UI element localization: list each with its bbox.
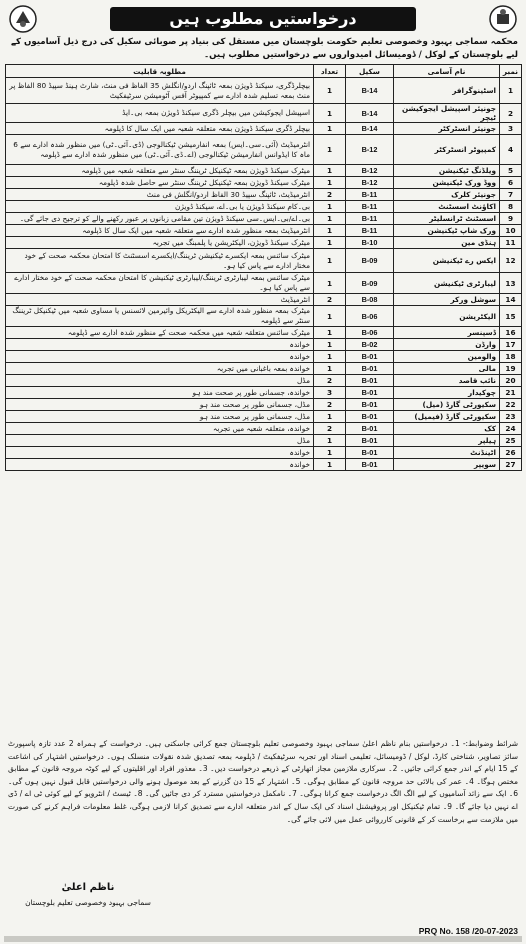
post-title: مالی xyxy=(394,363,500,375)
pay-scale: B-14 xyxy=(346,104,394,123)
qualification: میٹرک سیکنڈ ڈویژن بمعہ ٹیکنیکل ٹریننگ سنٹر سے حاصل شدہ ڈپلومہ xyxy=(6,177,314,189)
table-row xyxy=(6,249,522,273)
qualification: خواندہ xyxy=(6,339,314,351)
post-count: 1 xyxy=(314,273,346,294)
post-title: چوکیدار xyxy=(394,387,500,399)
pay-scale: B-14 xyxy=(346,123,394,135)
post-count: 1 xyxy=(314,306,346,327)
pay-scale: B-01 xyxy=(346,399,394,411)
pay-scale: B-09 xyxy=(346,273,394,294)
qualification: خواندہ بمعہ باغبانی میں تجربہ xyxy=(6,363,314,375)
header-no: نمبر xyxy=(500,65,522,78)
table-header-row xyxy=(6,65,522,78)
pay-scale: B-01 xyxy=(346,423,394,435)
qualification: مڈل xyxy=(6,435,314,447)
pay-scale: B-12 xyxy=(346,135,394,165)
post-title: ایکس رے ٹیکنیشن xyxy=(394,249,500,273)
header xyxy=(6,4,520,34)
pay-scale: B-14 xyxy=(346,78,394,104)
post-count: 1 xyxy=(314,135,346,165)
department-emblem-icon xyxy=(488,4,518,34)
qualification: اسپیشل ایجوکیشن میں بیچلر ڈگری سیکنڈ ڈویژن بمعہ بی۔ایڈ xyxy=(6,104,314,123)
row-number: 14 xyxy=(500,294,522,306)
qualification: مڈل xyxy=(6,375,314,387)
post-title: سوشل ورکر xyxy=(394,294,500,306)
pay-scale: B-01 xyxy=(346,351,394,363)
row-number: 10 xyxy=(500,225,522,237)
qualification: انٹرمیڈیٹ xyxy=(6,294,314,306)
row-number: 17 xyxy=(500,339,522,351)
row-number: 11 xyxy=(500,237,522,249)
post-count: 2 xyxy=(314,399,346,411)
qualification: بیچلرڈگری، سیکنڈ ڈویژن بمعہ ٹائپنگ اردو/انگلش 35 الفاظ فی منٹ، شارٹ ہینڈ سپیڈ 80 الفاظ پر منٹ بمعہ تسلیم شدہ ادارے سے کمپیوٹر آفس آٹومیشن سرٹیفکیٹ xyxy=(6,78,314,104)
row-number: 12 xyxy=(500,249,522,273)
table-row xyxy=(6,273,522,294)
table-row xyxy=(6,177,522,189)
post-count: 1 xyxy=(314,104,346,123)
table-row xyxy=(6,399,522,411)
post-count: 2 xyxy=(314,189,346,201)
post-title: سکیورٹی گارڈ (میل) xyxy=(394,399,500,411)
table-row xyxy=(6,78,522,104)
post-title: کک xyxy=(394,423,500,435)
qualification: خواندہ xyxy=(6,447,314,459)
table-row xyxy=(6,411,522,423)
post-title: اٹینڈنٹ xyxy=(394,447,500,459)
intro-text: محکمہ سماجی بہبود وخصوصی تعلیم حکومت بلوچستان میں مستقل کی بنیاد پر صوبائی سکیل کی درج ذیل آسامیوں کے لیے بلوچستان کے لوکل / ڈومیسائل امیدواروں سے درخواستیں مطلوب ہیں۔ xyxy=(11,37,518,60)
terms-and-conditions: شرائط وضوابط:- 1۔ درخواستیں بنام ناظم اعلیٰ سماجی بہبود وخصوصی تعلیم بلوچستان جمع کرائی جاسکتی ہیں۔ درخواست کے ہمراہ 2 عدد تازہ پاسپورٹ سائز تصاویر، شناختی کارڈ، لوکل / ڈومیسائل، تعلیمی اسناد اور تجربہ سرٹیفکیٹ / ڈپلومہ بمعہ تصدیق شدہ نقولات منسلک ہوں۔ درخواستیں اشتہار کی اشاعت کے 15 ایام کے اندر جمع کرائی جائیں۔ 2۔ سرکاری ملازمین مجاز اتھارٹی کے ذریعے درخواست دیں۔ 3۔ معذور افراد اور اقلیتوں کے لیے کوٹہ مروجہ قانون کے مطابق مختص ہوگا۔ 4۔ عمر کی بالائی حد مروجہ قانون کے مطابق ہوگی۔ 5۔ اشتہار کے 15 دن گزرنے کے بعد موصول ہونے والی درخواستیں قابل قبول نہیں ہوں گی۔ 6۔ ایک سے زائد آسامیوں کے لیے الگ الگ درخواست جمع کرانا ہوگی۔ 7۔ نامکمل درخواستیں مسترد کر دی جائیں گی۔ 8۔ ٹیسٹ / انٹرویو کے لیے کوئی ٹی اے / ڈی اے نہیں دیا جائے گا۔ 9۔ تمام ٹیکنیکل اور پروفیشنل اسناد کی ایک سال کے اندر متعلقہ ادارے سے تصدیق کرانا لازمی ہوگی، غلط معلومات فراہم کرنے کی صورت میں ملازمت سے برخاست کر کے قانونی کارروائی عمل میں لائی جائے گی۔ xyxy=(8,739,519,824)
qualification: میٹرک بمعہ منظور شدہ ادارے سے الیکٹریکل وائیرمین لائسنس یا مساوی شعبہ میں ٹیکنیکل ٹریننگ سنٹر سے ڈپلومہ xyxy=(6,306,314,327)
post-title: اسسٹنٹ ٹرانسلیٹر xyxy=(394,213,500,225)
bottom-divider xyxy=(4,936,522,942)
row-number: 25 xyxy=(500,435,522,447)
post-title: والومین xyxy=(394,351,500,363)
row-number: 5 xyxy=(500,165,522,177)
header-qualification: مطلوبہ قابلیت xyxy=(6,65,314,78)
qualification: بی۔اے/بی۔ایس۔سی سیکنڈ ڈویژن تین مقامی زبانوں پر عبور رکھنے والے کو ترجیح دی جائے گی۔ xyxy=(6,213,314,225)
row-number: 24 xyxy=(500,423,522,435)
post-count: 1 xyxy=(314,435,346,447)
post-title: اسٹینوگرافر xyxy=(394,78,500,104)
post-count: 1 xyxy=(314,237,346,249)
post-count: 1 xyxy=(314,411,346,423)
table-row xyxy=(6,201,522,213)
table-row xyxy=(6,351,522,363)
table-row xyxy=(6,375,522,387)
header-scale: سکیل xyxy=(346,65,394,78)
post-title: وارڈن xyxy=(394,339,500,351)
post-count: 1 xyxy=(314,249,346,273)
post-title: سویپر xyxy=(394,459,500,471)
post-title: ڈسپنسر xyxy=(394,327,500,339)
table-row xyxy=(6,423,522,435)
row-number: 3 xyxy=(500,123,522,135)
table-row xyxy=(6,237,522,249)
row-number: 18 xyxy=(500,351,522,363)
post-count: 3 xyxy=(314,387,346,399)
row-number: 27 xyxy=(500,459,522,471)
post-count: 1 xyxy=(314,447,346,459)
pay-scale: B-01 xyxy=(346,375,394,387)
post-count: 1 xyxy=(314,177,346,189)
pay-scale: B-08 xyxy=(346,294,394,306)
row-number: 15 xyxy=(500,306,522,327)
post-title: جونیئر اسپیشل ایجوکیشن ٹیچر xyxy=(394,104,500,123)
pay-scale: B-11 xyxy=(346,213,394,225)
row-number: 16 xyxy=(500,327,522,339)
header-count: تعداد xyxy=(314,65,346,78)
table-row xyxy=(6,213,522,225)
table-row xyxy=(6,435,522,447)
signatory-department: سماجی بہبود وخصوصی تعلیم بلوچستان xyxy=(25,898,151,907)
post-count: 1 xyxy=(314,339,346,351)
pay-scale: B-01 xyxy=(346,411,394,423)
table-row xyxy=(6,294,522,306)
table-row xyxy=(6,225,522,237)
row-number: 21 xyxy=(500,387,522,399)
post-title: لیبارٹری ٹیکنیشن xyxy=(394,273,500,294)
table-row xyxy=(6,104,522,123)
row-number: 1 xyxy=(500,78,522,104)
post-count: 1 xyxy=(314,165,346,177)
post-count: 1 xyxy=(314,459,346,471)
post-title: الیکٹریشن xyxy=(394,306,500,327)
qualification: مڈل، جسمانی طور پر صحت مند ہو xyxy=(6,411,314,423)
qualification: خواندہ، متعلقہ شعبہ میں تجربہ xyxy=(6,423,314,435)
qualification: میٹرک سیکنڈ ڈویژن بمعہ ٹیکنیکل ٹریننگ سنٹر سے متعلقہ شعبہ میں ڈپلومہ xyxy=(6,165,314,177)
qualification: انٹرمیڈیٹ بمعہ منظور شدہ ادارے سے متعلقہ شعبہ میں ایک سال کا ڈپلومہ xyxy=(6,225,314,237)
row-number: 23 xyxy=(500,411,522,423)
row-number: 20 xyxy=(500,375,522,387)
qualification: میٹرک سائنس بمعہ لیبارٹری ٹریننگ/لیبارٹری ٹیکنیشن کا امتحان محکمہ صحت کے خود مختار ادارے سے پاس کیا ہو۔ xyxy=(6,273,314,294)
qualification: خواندہ xyxy=(6,351,314,363)
post-title: کمپیوٹر انسٹرکٹر xyxy=(394,135,500,165)
row-number: 6 xyxy=(500,177,522,189)
post-title: ورک شاپ ٹیکنیشن xyxy=(394,225,500,237)
post-count: 2 xyxy=(314,294,346,306)
post-count: 1 xyxy=(314,123,346,135)
row-number: 7 xyxy=(500,189,522,201)
table-row xyxy=(6,387,522,399)
row-number: 4 xyxy=(500,135,522,165)
table-row xyxy=(6,165,522,177)
reference-number: PRQ No. 158 /20-07-2023 xyxy=(418,926,518,936)
signature-block xyxy=(8,880,168,920)
post-title: ہنڈی مین xyxy=(394,237,500,249)
post-count: 1 xyxy=(314,327,346,339)
post-title: نائب قاصد xyxy=(394,375,500,387)
post-count: 1 xyxy=(314,225,346,237)
post-title: جونیئر کلرک xyxy=(394,189,500,201)
row-number: 13 xyxy=(500,273,522,294)
qualification: انٹرمیڈیٹ (آئی۔سی۔ایس) بمعہ انفارمیشن ٹیکنالوجی (ڈی۔آئی۔ٹی) میں منظور شدہ ادارے سے 6 ماہ کا ایڈوانس انفارمیشن ٹیکنالوجی (اے۔ڈی۔آئی۔ٹی) میں منظور شدہ ادارے سے ڈپلومہ xyxy=(6,135,314,165)
qualification: خواندہ، جسمانی طور پر صحت مند ہو xyxy=(6,387,314,399)
row-number: 8 xyxy=(500,201,522,213)
qualification: بیچلر ڈگری سیکنڈ ڈویژن بمعہ متعلقہ شعبہ میں ایک سال کا ڈپلومہ xyxy=(6,123,314,135)
post-count: 1 xyxy=(314,363,346,375)
signatory-title: ناظم اعلیٰ xyxy=(61,882,115,893)
page-title: درخواستیں مطلوب ہیں xyxy=(110,7,416,31)
post-count: 1 xyxy=(314,78,346,104)
post-title: ووڈ ورک ٹیکنیشن xyxy=(394,177,500,189)
qualification: انٹرمیڈیٹ، ٹائپنگ سپیڈ 30 الفاظ اردو/انگلش فی منٹ xyxy=(6,189,314,201)
pay-scale: B-11 xyxy=(346,189,394,201)
post-count: 2 xyxy=(314,375,346,387)
table-row xyxy=(6,135,522,165)
pay-scale: B-06 xyxy=(346,306,394,327)
table-row xyxy=(6,459,522,471)
row-number: 22 xyxy=(500,399,522,411)
pay-scale: B-11 xyxy=(346,225,394,237)
row-number: 2 xyxy=(500,104,522,123)
qualification: مڈل، جسمانی طور پر صحت مند ہو xyxy=(6,399,314,411)
pay-scale: B-01 xyxy=(346,435,394,447)
post-title: سکیورٹی گارڈ (فیمیل) xyxy=(394,411,500,423)
pay-scale: B-01 xyxy=(346,447,394,459)
pay-scale: B-01 xyxy=(346,363,394,375)
pay-scale: B-01 xyxy=(346,387,394,399)
table-row xyxy=(6,447,522,459)
post-title: جونیئر انسٹرکٹر xyxy=(394,123,500,135)
pay-scale: B-02 xyxy=(346,339,394,351)
post-title: اکاؤنٹ اسسٹنٹ xyxy=(394,201,500,213)
qualification: خواندہ xyxy=(6,459,314,471)
post-count: 1 xyxy=(314,351,346,363)
qualification: میٹرک سیکنڈ ڈویژن، الیکٹریشن یا پلمبنگ میں تجربہ xyxy=(6,237,314,249)
pay-scale: B-09 xyxy=(346,249,394,273)
qualification: بی۔کام سیکنڈ ڈویژن یا بی۔اے، سیکنڈ ڈویژن xyxy=(6,201,314,213)
government-emblem-icon xyxy=(8,4,38,34)
post-title: ویلڈنگ ٹیکنیشن xyxy=(394,165,500,177)
pay-scale: B-12 xyxy=(346,177,394,189)
post-count: 1 xyxy=(314,201,346,213)
table-row xyxy=(6,123,522,135)
qualification: میٹرک سائنس متعلقہ شعبہ میں محکمہ صحت کے منظور شدہ ادارے سے ڈپلومہ xyxy=(6,327,314,339)
table-row xyxy=(6,327,522,339)
pay-scale: B-10 xyxy=(346,237,394,249)
post-title: ہیلپر xyxy=(394,435,500,447)
vacancy-table xyxy=(5,64,522,471)
pay-scale: B-06 xyxy=(346,327,394,339)
pay-scale: B-01 xyxy=(346,459,394,471)
row-number: 19 xyxy=(500,363,522,375)
header-title: نام آسامی xyxy=(394,65,500,78)
table-row xyxy=(6,306,522,327)
table-row xyxy=(6,339,522,351)
post-count: 1 xyxy=(314,213,346,225)
table-row xyxy=(6,363,522,375)
pay-scale: B-12 xyxy=(346,165,394,177)
post-count: 2 xyxy=(314,423,346,435)
table-row xyxy=(6,189,522,201)
row-number: 9 xyxy=(500,213,522,225)
qualification: میٹرک سائنس بمعہ ایکسرے ٹیکنیشن ٹریننگ/ایکسرے اسسٹنٹ کا امتحان محکمہ صحت کے خود مختار ادارے سے پاس کیا ہو۔ xyxy=(6,249,314,273)
pay-scale: B-11 xyxy=(346,201,394,213)
row-number: 26 xyxy=(500,447,522,459)
